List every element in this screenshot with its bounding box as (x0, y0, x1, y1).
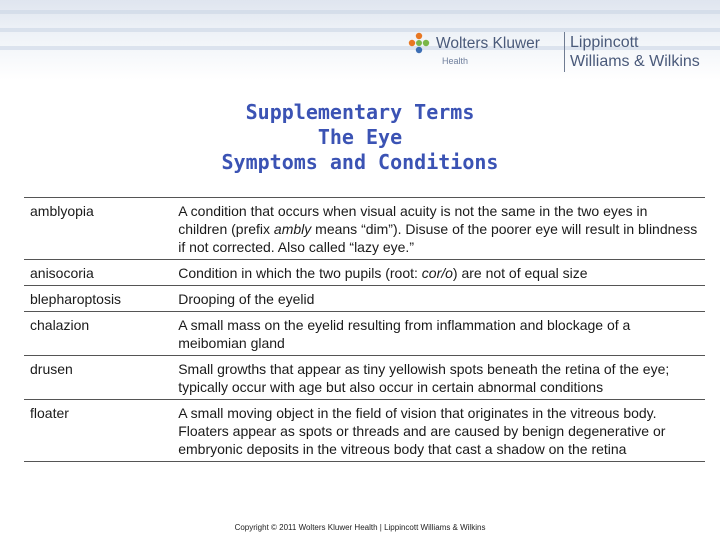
logo-partner-line1: Lippincott (570, 34, 639, 51)
title-line-1: Supplementary Terms (245, 100, 475, 124)
table-row (24, 260, 705, 286)
word-root: ambly (273, 221, 312, 237)
terms-table (24, 197, 705, 462)
term-cell: drusen (24, 356, 172, 400)
wolters-kluwer-logo-icon (408, 32, 430, 54)
word-root: cor/o (421, 265, 453, 281)
definition-cell: Small growths that appear as tiny yellowish spots beneath the retina of the eye; typically occur with age but also occur in certain abnormal conditions (172, 356, 705, 400)
definition-cell: Condition in which the two pupils (root: cor/o) are not of equal size (172, 260, 705, 286)
term-cell: anisocoria (24, 260, 172, 286)
logo-brand-text: Wolters Kluwer (436, 35, 540, 52)
copyright-footer: Copyright © 2011 Wolters Kluwer Health | Lippincott Williams & Wilkins (234, 523, 486, 532)
term-cell: floater (24, 400, 172, 462)
table-row (24, 286, 705, 312)
definition-cell: A small mass on the eyelid resulting from inflammation and blockage of a meibomian gland (172, 312, 705, 356)
title-line-3: Symptoms and Conditions (221, 150, 499, 174)
logo-sub-text: Health (442, 56, 469, 66)
table-row (24, 198, 705, 260)
logo-partner-line2: Williams & Wilkins (570, 53, 700, 70)
header-stripe (0, 28, 720, 32)
table-row (24, 400, 705, 462)
definition-cell: Drooping of the eyelid (172, 286, 705, 312)
definition-cell: A small moving object in the field of vision that originates in the vitreous body. Floaters appear as spots or threads and are caused by benign degenerative or embryonic deposits in the vitreous body that cast a shadow on the retina (172, 400, 705, 462)
title-line-2: The Eye (317, 125, 403, 149)
term-cell: blepharoptosis (24, 286, 172, 312)
term-cell: amblyopia (24, 198, 172, 260)
header-stripe (0, 10, 720, 14)
term-cell: chalazion (24, 312, 172, 356)
table-row (24, 356, 705, 400)
slide-title (0, 100, 720, 175)
logo-divider (564, 32, 565, 72)
definition-cell: A condition that occurs when visual acuity is not the same in the two eyes in children (prefix ambly means “dim”). Disuse of the poorer eye will result in blindness if not corrected. Also called “lazy eye.” (172, 198, 705, 260)
table-row (24, 312, 705, 356)
